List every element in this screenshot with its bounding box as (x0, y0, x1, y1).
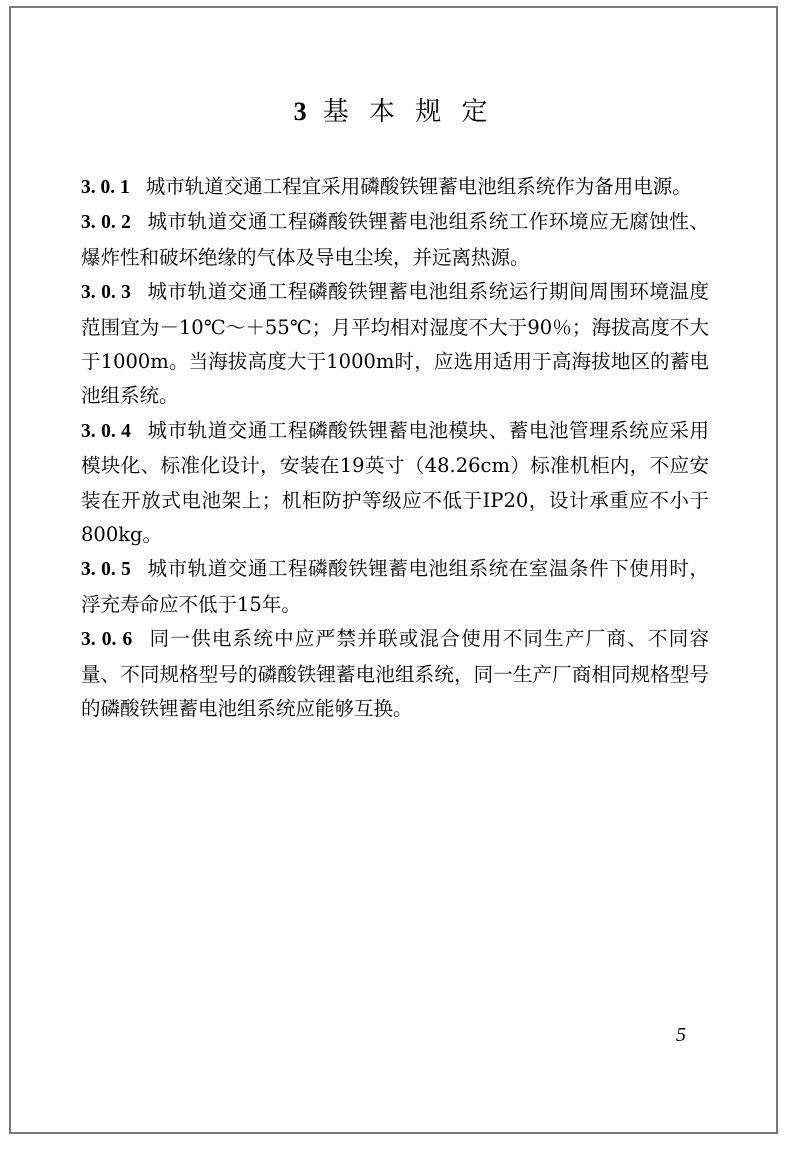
clause-text: 城市轨道交通工程磷酸铁锂蓄电池组系统运行期间周围环境温度范围宜为－10℃～＋55℃；月平均相对湿度不大于90％；海拔高度不大于1000m。当海拔高度大于1000m时，应选用适用于高海拔地区的蓄电池组系统。 (81, 280, 709, 408)
chapter-number: 3 (293, 97, 307, 126)
clause-number: 3. 0. 5 (81, 559, 131, 581)
clause-number: 3. 0. 1 (81, 177, 130, 198)
clause-text: 城市轨道交通工程磷酸铁锂蓄电池组系统工作环境应无腐蚀性、爆炸性和破坏绝缘的气体及导电尘埃，并远离热源。 (81, 210, 709, 269)
page-number: 5 (676, 1024, 686, 1046)
clause-number: 3. 0. 2 (81, 212, 131, 234)
clause-number: 3. 0. 6 (81, 629, 133, 651)
clause-3-0-5 (81, 552, 709, 622)
clause-text: 城市轨道交通工程磷酸铁锂蓄电池模块、蓄电池管理系统应采用模块化、标准化设计，安装在19英寸（48.26cm）标准机柜内，不应安装在开放式电池架上；机柜防护等级应不低于IP20，设计承重应不小于800kg。 (81, 418, 709, 547)
clause-3-0-6 (81, 622, 709, 726)
clause-3-0-3 (81, 275, 709, 414)
clause-number: 3. 0. 4 (81, 420, 131, 442)
clause-3-0-1 (81, 170, 709, 205)
clause-number: 3. 0. 3 (81, 282, 131, 304)
clause-text: 同一供电系统中应严禁并联或混合使用不同生产厂商、不同容量、不同规格型号的磷酸铁锂蓄电池组系统，同一生产厂商相同规格型号的磷酸铁锂蓄电池组系统应能够互换。 (81, 627, 709, 721)
clause-text: 城市轨道交通工程宜采用磷酸铁锂蓄电池组系统作为备用电源。 (145, 175, 692, 198)
clause-text: 城市轨道交通工程磷酸铁锂蓄电池组系统在室温条件下使用时，浮充寿命应不低于15年。 (81, 557, 709, 616)
clause-3-0-4 (81, 414, 709, 553)
clause-list (81, 170, 709, 727)
chapter-title: 基 本 规 定 (322, 97, 494, 127)
clause-3-0-2 (81, 205, 709, 275)
chapter-heading (11, 92, 776, 132)
